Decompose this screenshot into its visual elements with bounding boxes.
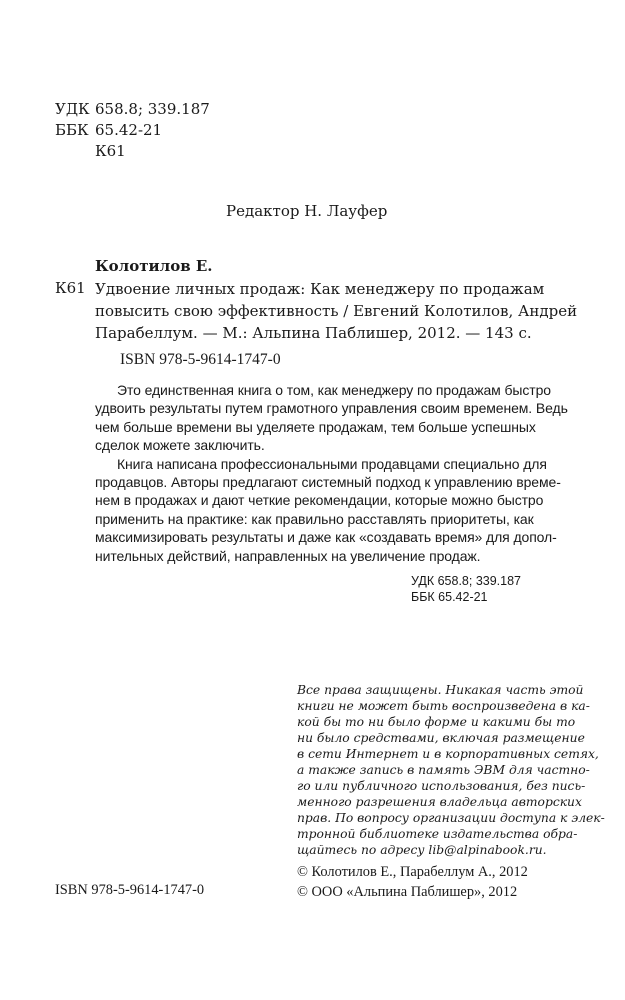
annotation-line: продавцов. Авторы предлагают системный подход к управлению време-	[95, 474, 561, 491]
annotation-line: чем больше времени вы уделяете продажам, тем больше успешных	[95, 418, 536, 435]
bbk-small: ББК 65.42-21	[411, 590, 488, 604]
udk-small: УДК 658.8; 339.187	[411, 574, 522, 588]
classification-small	[411, 573, 521, 605]
isbn-bottom: ISBN 978-5-9614-1747-0	[55, 882, 205, 898]
bbk-line	[55, 120, 162, 140]
rights-line: менного разрешения владельца авторских	[297, 795, 582, 809]
bib-line: повысить свою эффективность / Евгений Колотилов, Андрей	[95, 302, 578, 320]
rights-line: прав. По вопросу организации доступа к элек-	[297, 811, 605, 825]
copyright-block	[297, 862, 528, 902]
copyright-line: © ООО «Альпина Паблишер», 2012	[297, 884, 518, 900]
rights-line: ни было средствами, включая размещение	[297, 731, 585, 745]
udk-label: УДК	[55, 100, 90, 118]
bibliographic-description	[95, 278, 577, 344]
author-heading: Колотилов Е.	[95, 257, 213, 275]
annotation-line: нем в продажах и дают четкие рекомендации, которые можно быстро	[95, 492, 544, 509]
udk-value: 658.8; 339.187	[95, 100, 210, 118]
annotation-line: нительных действий, направленных на увеличение продаж.	[95, 547, 481, 564]
rights-line: кой бы то ни было форме и какими бы то	[297, 715, 576, 729]
rights-line: тронной библиотеке издательства обра-	[297, 827, 578, 841]
copyright-line: © Колотилов Е., Парабеллум А., 2012	[297, 864, 528, 880]
annotation-line: максимизировать результаты и даже как «создавать время» для допол-	[95, 529, 557, 546]
isbn-main: ISBN 978-5-9614-1747-0	[120, 351, 281, 368]
annotation-line: применить на практике: как правильно расставлять приоритеты, как	[95, 510, 534, 527]
rights-line: а также запись в память ЭВМ для частно-	[297, 763, 590, 777]
bbk-value: 65.42-21	[95, 121, 163, 139]
author-mark-left: К61	[55, 279, 86, 297]
annotation-line: Это единственная книга о том, как менеджеру по продажам быстро	[117, 382, 551, 398]
bib-line: Парабеллум. — М.: Альпина Паблишер, 2012. — 143 с.	[95, 324, 532, 342]
editor-line: Редактор Н. Лауфер	[226, 202, 388, 220]
rights-line: книги не может быть воспроизведена в ка-	[297, 699, 590, 713]
rights-line: го или публичного использования, без пись-	[297, 779, 586, 793]
bbk-label: ББК	[55, 121, 89, 139]
rights-notice	[297, 682, 605, 858]
annotation	[95, 381, 568, 565]
rights-line: Все права защищены. Никакая часть этой	[297, 683, 584, 697]
udk-line	[55, 99, 210, 119]
annotation-line: Книга написана профессиональными продавцами специально для	[117, 455, 547, 472]
bib-line: Удвоение личных продаж: Как менеджеру по продажам	[95, 280, 545, 298]
author-mark-top: К61	[95, 142, 126, 160]
rights-line: в сети Интернет и в корпоративных сетях,	[297, 747, 599, 761]
rights-line: щайтесь по адресу lib@alpinabook.ru.	[297, 843, 547, 857]
annotation-line: сделок можете заключить.	[95, 437, 265, 454]
annotation-line: удвоить результаты путем грамотного управления своим временем. Ведь	[95, 400, 568, 417]
